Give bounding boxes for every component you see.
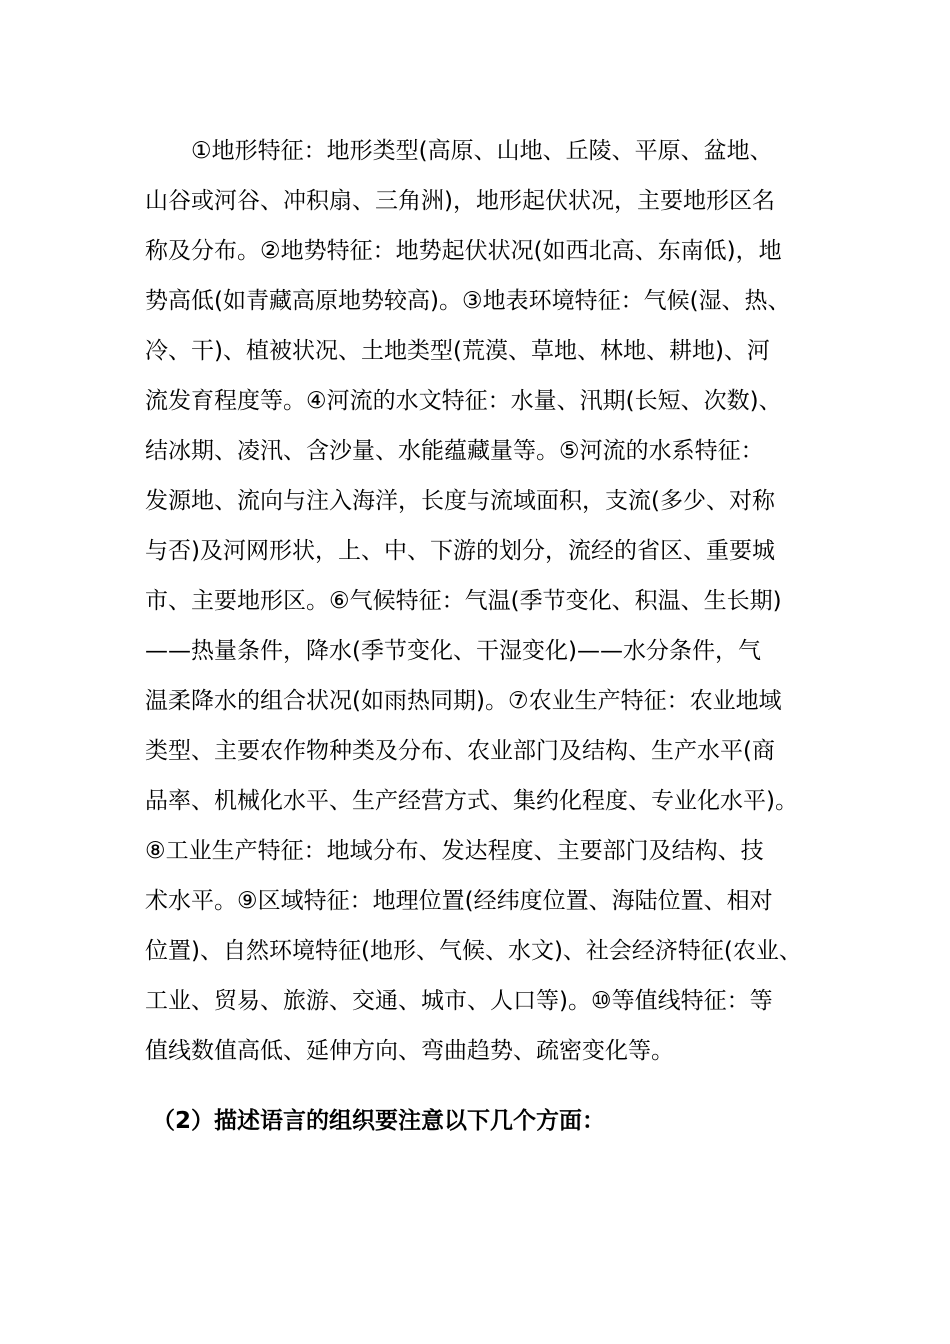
paragraph-line: 术水平。⑨区域特征：地理位置(经纬度位置、海陆位置、相对 [145,888,773,914]
section-heading: （2）描述语言的组织要注意以下几个方面： [152,1108,606,1134]
paragraph-line: 称及分布。②地势特征：地势起伏状况(如西北高、东南低)，地 [145,238,782,264]
paragraph-line: ⑧工业生产特征：地域分布、发达程度、主要部门及结构、技 [145,838,764,864]
paragraph-line: 发源地、流向与注入海洋，长度与流域面积，支流(多少、对称 [145,488,775,514]
body-paragraph [145,126,815,1076]
paragraph-line: 品率、机械化水平、生产经营方式、集约化程度、专业化水平)。 [145,788,798,814]
paragraph-line: 势高低(如青藏高原地势较高)。③地表环境特征：气候(湿、热、 [145,288,791,314]
paragraph-line: ——热量条件，降水(季节变化、干湿变化)——水分条件，气 [145,638,761,664]
paragraph-line: 市、主要地形区。⑥气候特征：气温(季节变化、积温、生长期) [145,588,782,614]
paragraph-line: 流发育程度等。④河流的水文特征：水量、汛期(长短、次数)、 [145,388,782,414]
paragraph-line: 山谷或河谷、冲积扇、三角洲)，地形起伏状况，主要地形区名 [145,188,775,214]
paragraph-line: 冷、干)、植被状况、土地类型(荒漠、草地、林地、耕地)、河 [145,338,770,364]
paragraph-line: 结冰期、凌汛、含沙量、水能蕴藏量等。⑤河流的水系特征： [145,438,764,464]
paragraph-line: 位置)、自然环境特征(地形、气候、水文)、社会经济特征(农业、 [145,938,802,964]
paragraph-line: 值线数值高低、延伸方向、弯曲趋势、疏密变化等。 [145,1038,674,1064]
paragraph-line: ①地形特征：地形类型(高原、山地、丘陵、平原、盆地、 [191,138,773,164]
paragraph-line: 类型、主要农作物种类及分布、农业部门及结构、生产水平(商 [145,738,775,764]
paragraph-line: 工业、贸易、旅游、交通、城市、人口等)。⑩等值线特征：等 [145,988,773,1014]
paragraph-line: 温柔降水的组合状况(如雨热同期)。⑦农业生产特征：农业地域 [145,688,782,714]
paragraph-line: 与否)及河网形状，上、中、下游的划分，流经的省区、重要城 [145,538,775,564]
